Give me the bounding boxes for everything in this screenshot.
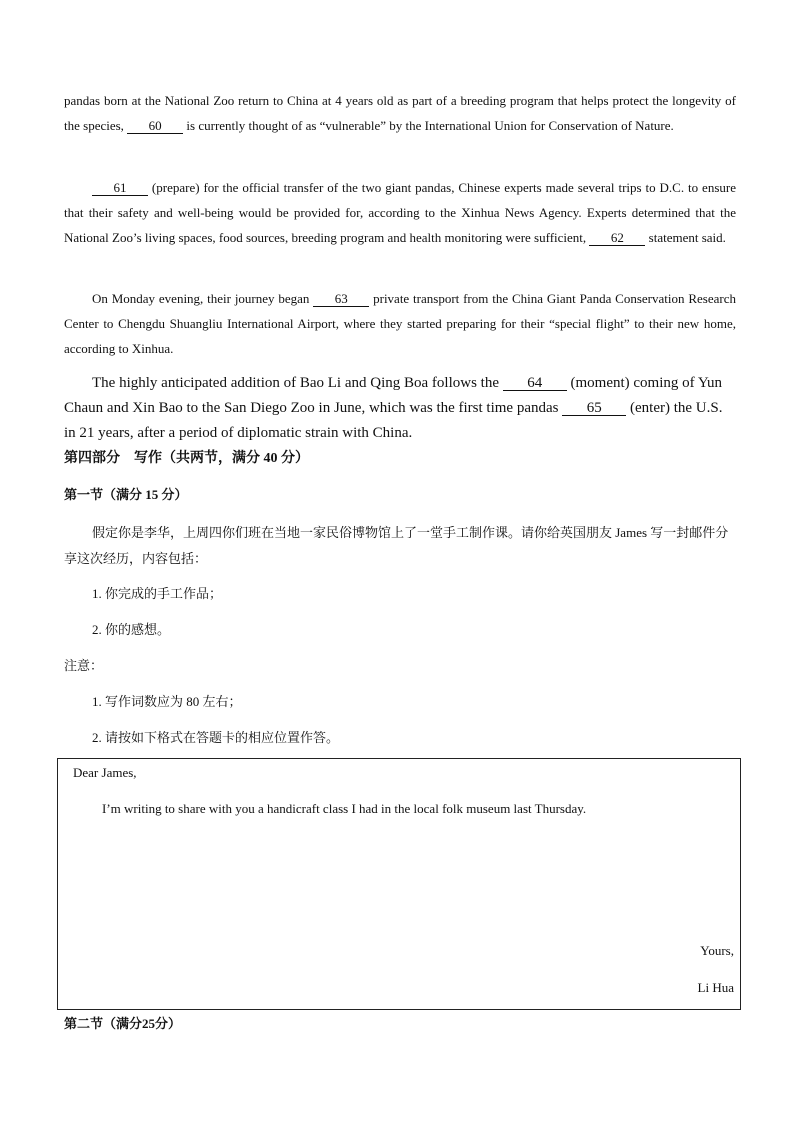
blank-65[interactable]: 65 xyxy=(562,401,626,416)
paragraph-text: is currently thought of as “vulnerable” by the International Union for Conservation of Nature. xyxy=(183,118,674,133)
letter-signature: Li Hua xyxy=(697,980,734,995)
letter-opening-sentence: I’m writing to share with you a handicraft class I had in the local folk museum last Thursday. xyxy=(102,801,587,816)
passage-paragraph-1 xyxy=(64,88,736,138)
content-item-2: 2. 你的感想。 xyxy=(92,622,171,637)
passage-paragraph-3 xyxy=(64,286,736,361)
letter-answer-box[interactable] xyxy=(57,758,741,1010)
paragraph-text: pandas born at the National Zoo return to China at 4 years old as part of a breeding program that helps protect the longevity of the species, xyxy=(64,93,736,133)
content-item-1: 1. 你完成的手工作品； xyxy=(92,586,223,601)
passage-paragraph-4 xyxy=(64,371,724,446)
paragraph-text: statement said. xyxy=(645,230,726,245)
paragraph-text: On Monday evening, their journey began xyxy=(92,291,314,306)
notes-label: 注意： xyxy=(64,658,104,673)
blank-60[interactable]: 60 xyxy=(127,119,183,134)
passage-paragraph-2 xyxy=(64,175,736,250)
paragraph-text: private transport from the China Giant Panda Conservation Research Center to Chengdu Shuangliu International Airport, where they started preparing for their “special flight” to their new home, according to Xinhua. xyxy=(64,291,736,356)
note-item-1: 1. 写作词数应为 80 左右； xyxy=(92,694,242,709)
section-one-heading: 第一节（满分 15 分） xyxy=(64,487,188,502)
writing-prompt: 假定你是李华，上周四你们班在当地一家民俗博物馆上了一堂手工制作课。请你给英国朋友 James 写一封邮件分享这次经历，内容包括： xyxy=(64,525,729,566)
paragraph-text: The highly anticipated addition of Bao Li and Qing Boa follows the xyxy=(92,375,503,391)
paragraph-text: (moment) coming of Yun Chaun and Xin Bao to the San Diego Zoo in June, which was the first time pandas xyxy=(64,375,723,416)
blank-62[interactable]: 62 xyxy=(589,231,645,246)
paragraph-text: (enter) the U.S. in 21 years, after a period of diplomatic strain with China. xyxy=(64,400,723,441)
section-two-heading: 第二节（满分25分） xyxy=(64,1016,182,1031)
blank-61[interactable]: 61 xyxy=(92,181,148,196)
letter-greeting: Dear James, xyxy=(73,765,137,780)
note-item-2: 2. 请按如下格式在答题卡的相应位置作答。 xyxy=(92,730,340,745)
part-four-heading: 第四部分 写作（共两节，满分 40 分） xyxy=(64,451,309,466)
paragraph-text: (prepare) for the official transfer of the two giant pandas, Chinese experts made several trips to D.C. to ensure that their safety and well-being would be provided for, according to the Xinhua News Agency. Experts determined that the National Zoo’s living spaces, food sources, breeding program and health monitoring were sufficient, xyxy=(64,180,736,245)
blank-64[interactable]: 64 xyxy=(503,376,567,391)
letter-closing: Yours, xyxy=(700,943,734,958)
blank-63[interactable]: 63 xyxy=(313,292,369,307)
